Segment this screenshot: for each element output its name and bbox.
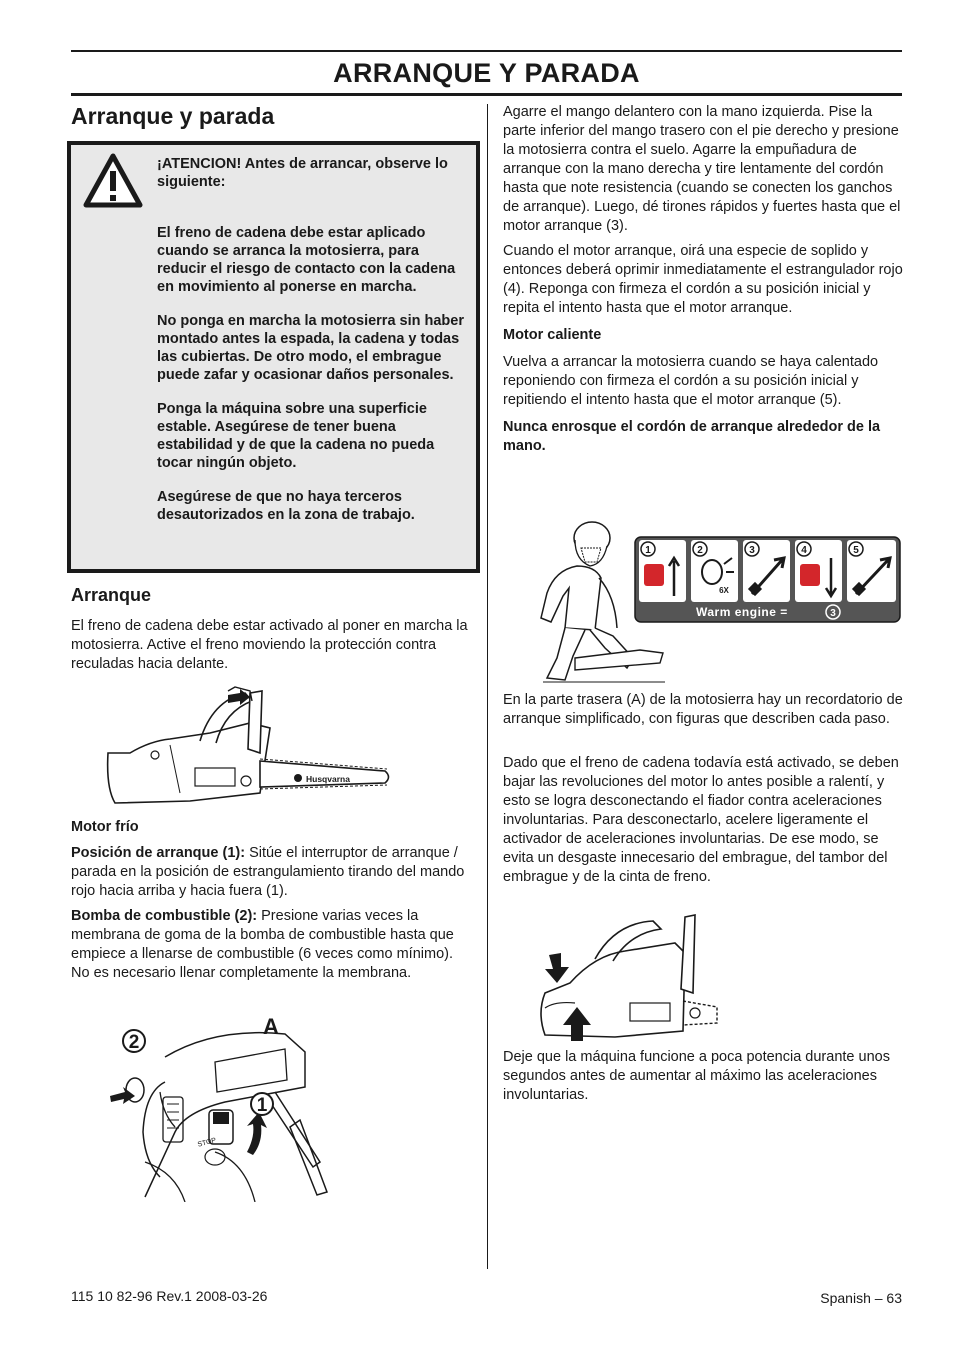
arrow-up-icon (247, 1112, 267, 1155)
posicion-label: Posición de arranque (1): (71, 845, 246, 861)
panel-step-2 (691, 540, 738, 602)
column-divider (487, 104, 488, 1269)
warning-triangle-icon (83, 153, 143, 209)
panel-step-number: 4 (801, 545, 807, 556)
right-paragraph: Vuelva a arrancar la motosierra cuando se haya calentado reponiendo con firmeza el cordón a su posición inicial y repitiendo el intento hasta que el motor arranque (5). (503, 354, 879, 408)
warning-paragraph: El freno de cadena debe estar aplicado cuando se arranca la motosierra, para reducir el riesgo de contacto con la cadena en movimiento al ponerse en marcha. (157, 225, 456, 295)
right-paragraph: Deje que la máquina funcione a poca potencia durante unos segundos antes de aumentar al máximo las aceleraciones involuntarias. (503, 1049, 890, 1103)
bomba-text: Presione varias veces la membrana de goma de la bomba de combustible hasta que empiece a llenarse de combustible (6 veces como mínimo). No es necesario llenar completamente la membrana. (71, 908, 454, 981)
panel-step-4 (795, 540, 842, 602)
right-paragraph: Nunca enrosque el cordón de arranque alrededor de la mano. (503, 419, 881, 454)
svg-text:Warm engine = (696, 605, 788, 619)
warm-engine-step: 3 (830, 608, 836, 619)
warning-box (67, 141, 480, 573)
arranque-title: Arranque (71, 585, 152, 605)
arrow-down-icon (545, 953, 569, 983)
warning-paragraph: Ponga la máquina sobre una superficie estable. Asegúrese de tener buena estabilidad y de que la cadena no pueda tocar ningún objeto. (157, 401, 435, 471)
section-title: Arranque y parada (71, 103, 275, 129)
header-rule-bottom (71, 93, 902, 96)
page-title: ARRANQUE Y PARADA (333, 58, 640, 88)
right-column (503, 103, 903, 456)
warning-paragraph: No ponga en marcha la motosierra sin haber montado antes la espada, la cadena y todas las cubiertas. De otro modo, el embrague puede zafar y ocasionar daños personales. (157, 313, 464, 383)
warning-heading: ¡ATENCION! Antes de arrancar, observe lo siguiente: (157, 156, 448, 190)
label-a: A (263, 1014, 279, 1039)
panel-step-number: 1 (645, 545, 651, 556)
arranque-text: El freno de cadena debe estar activado al poner en marcha la motosierra. Active el freno moviendo la protección contra reculadas hacia delante. (71, 618, 468, 672)
right-paragraph: Dado que el freno de cadena todavía está activado, se deben bajar las revoluciones del motor lo antes posible a ralentí, y esto se logra desconectando el fiador contra aceleraciones involuntarias. Para desconectarlo, acelere ligeramente el activador de aceleraciones involuntarias. De ese modo, se evita un desgaste innecesario del embrague, del tambor del embrague y de la cinta de freno. (503, 755, 899, 885)
right-paragraph: Cuando el motor arranque, oirá una especie de soplido y entonces deberá oprimir inmediatamente el estrangulador rojo (4). Reponga con firmeza el cordón a su posición inicial y repita el intento hasta que el motor arranque. (503, 243, 903, 316)
warm-engine-label: Warm engine = (696, 605, 788, 619)
motor-frio-label: Motor frío (71, 819, 139, 835)
panel-step-number: 3 (749, 545, 755, 556)
panel-times-label: 6X (719, 586, 729, 595)
panel-step-1 (639, 540, 686, 602)
chainsaw-brake-illustration (100, 683, 395, 810)
choke-primer-illustration (105, 1012, 330, 1202)
panel-step-number: 2 (697, 545, 703, 556)
bomba-label: Bomba de combustible (2): (71, 908, 258, 924)
start-reminder-panel (634, 536, 901, 623)
label-1: 1 (256, 1095, 268, 1116)
right-paragraph: Agarre el mango delantero con la mano izquierda. Pise la parte inferior del mango trasero con el pie derecho y presione la motosierra contra el suelo. Agarre la empuñadura de arranque con la mano derecha y tire lentamente del cordón hasta que note resistencia (cuando se conecten los ganchos de arranque). Luego, dé tirones rápidos y fuertes hasta que el motor arranque (3). (503, 104, 901, 234)
panel-step-3 (743, 540, 790, 602)
header-rule-top (71, 50, 902, 52)
panel-step-number: 5 (853, 545, 859, 556)
throttle-illustration (535, 913, 725, 1043)
label-2: 2 (128, 1032, 140, 1053)
warning-paragraph: Asegúrese de que no haya terceros desautorizados en la zona de trabajo. (157, 489, 415, 523)
footer-doc-id: 115 10 82-96 Rev.1 2008-03-26 (71, 1288, 268, 1304)
saw-brand-label: Husqvarna (306, 774, 350, 784)
footer-page-number: Spanish – 63 (820, 1290, 902, 1306)
stop-label: STOP (196, 1137, 218, 1149)
motor-caliente-label: Motor caliente (503, 327, 602, 343)
right-paragraph: En la parte trasera (A) de la motosierra hay un recordatorio de arranque simplificado, con figuras que describen cada paso. (503, 692, 903, 727)
bomba-paragraph (71, 907, 471, 983)
panel-step-5 (847, 540, 896, 602)
posicion-text: Sitúe el interruptor de arranque / parada en la posición de estrangulamiento tirando del mando rojo hacia arriba y hacia fuera (1). (71, 845, 465, 899)
posicion-paragraph (71, 844, 471, 901)
